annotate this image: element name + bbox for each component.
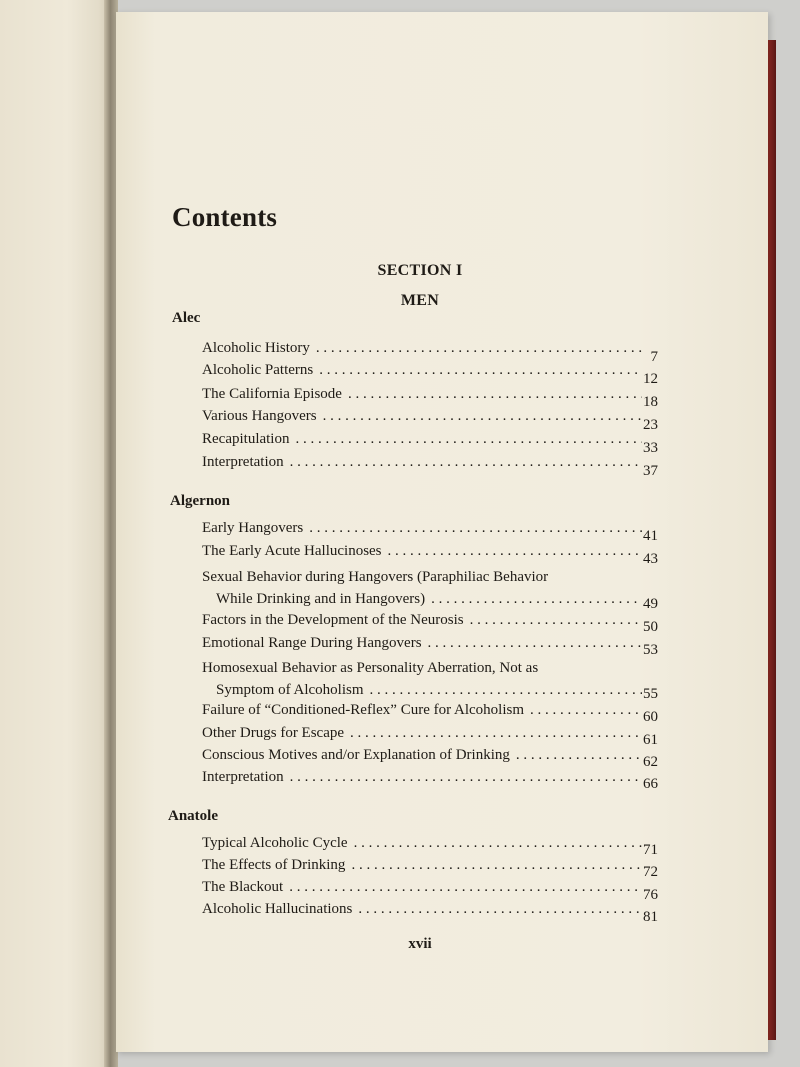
toc-entry-multiline[interactable] bbox=[202, 566, 642, 610]
dot-leader bbox=[350, 725, 642, 742]
entry-continuation bbox=[202, 588, 642, 610]
dot-leader bbox=[348, 386, 642, 403]
dot-leader bbox=[319, 362, 642, 379]
contents-page bbox=[116, 12, 768, 1052]
entry-label: Conscious Motives and/or Explanation of Drinking bbox=[202, 747, 510, 763]
entry-page-number: 81 bbox=[643, 909, 658, 925]
toc-entry[interactable] bbox=[202, 543, 642, 560]
entry-label-continued: While Drinking and in Hangovers) bbox=[216, 591, 426, 607]
dot-leader bbox=[388, 543, 642, 560]
entry-page-number: 55 bbox=[643, 686, 658, 702]
entry-label: The Blackout bbox=[202, 879, 284, 895]
entry-page-number: 72 bbox=[643, 864, 658, 880]
entry-label: Failure of “Conditioned-Reflex” Cure for Alcoholism bbox=[202, 702, 525, 718]
toc-entry[interactable] bbox=[202, 835, 642, 852]
dot-leader bbox=[370, 679, 642, 701]
dot-leader bbox=[309, 520, 642, 537]
dot-leader bbox=[530, 702, 642, 719]
entry-label: Factors in the Development of the Neurosis bbox=[202, 612, 464, 628]
toc-entry[interactable] bbox=[202, 408, 642, 425]
dot-leader bbox=[290, 454, 642, 471]
entry-label: Recapitulation bbox=[202, 431, 290, 447]
dot-leader bbox=[351, 857, 642, 874]
dot-leader bbox=[289, 879, 642, 896]
dot-leader bbox=[431, 588, 642, 610]
toc-entry[interactable] bbox=[202, 340, 642, 357]
entry-page-number: 7 bbox=[650, 349, 658, 365]
toc-entry[interactable] bbox=[202, 725, 642, 742]
entry-page-number: 41 bbox=[643, 528, 658, 544]
chapter-heading-anatole: Anatole bbox=[168, 808, 218, 824]
entry-label: Sexual Behavior during Hangovers (Paraphiliac Behavior bbox=[202, 569, 549, 585]
toc-entry[interactable] bbox=[202, 362, 642, 379]
entry-page-number: 61 bbox=[643, 732, 658, 748]
entry-page-number: 60 bbox=[643, 709, 658, 725]
toc-entry[interactable] bbox=[202, 769, 642, 786]
entry-label: Interpretation bbox=[202, 454, 284, 470]
dot-leader bbox=[295, 431, 642, 448]
entry-label: Interpretation bbox=[202, 769, 284, 785]
entry-page-number: 12 bbox=[643, 371, 658, 387]
chapter-heading-algernon: Algernon bbox=[170, 493, 230, 509]
entry-label: Alcoholic Hallucinations bbox=[202, 901, 353, 917]
entry-page-number: 66 bbox=[643, 776, 658, 792]
dot-leader bbox=[516, 747, 642, 764]
entry-page-number: 18 bbox=[643, 394, 658, 410]
entry-label-continued: Symptom of Alcoholism bbox=[216, 682, 364, 698]
toc-entry[interactable] bbox=[202, 747, 642, 764]
entry-label: Emotional Range During Hangovers bbox=[202, 635, 422, 651]
entry-page-number: 50 bbox=[643, 619, 658, 635]
entry-label: The California Episode bbox=[202, 386, 342, 402]
section-name: MEN bbox=[400, 292, 440, 309]
toc-entry[interactable] bbox=[202, 612, 642, 629]
section-number: SECTION I bbox=[377, 262, 463, 279]
entry-label: Homosexual Behavior as Personality Aberration, Not as bbox=[202, 660, 539, 676]
entry-page-number: 71 bbox=[643, 842, 658, 858]
toc-entry[interactable] bbox=[202, 857, 642, 874]
page-folio: xvii bbox=[408, 936, 432, 952]
entry-label: Various Hangovers bbox=[202, 408, 317, 424]
dot-leader bbox=[290, 769, 642, 786]
page-title: Contents bbox=[172, 202, 278, 232]
entry-page-number: 53 bbox=[643, 642, 658, 658]
dot-leader bbox=[354, 835, 642, 852]
entry-label: The Early Acute Hallucinoses bbox=[202, 543, 382, 559]
entry-label: Typical Alcoholic Cycle bbox=[202, 835, 348, 851]
chapter-heading-alec: Alec bbox=[172, 310, 201, 326]
dot-leader bbox=[316, 340, 642, 357]
entry-page-number: 33 bbox=[643, 440, 658, 456]
entry-label: Alcoholic History bbox=[202, 340, 310, 356]
toc-entry[interactable] bbox=[202, 431, 642, 448]
entry-label: The Effects of Drinking bbox=[202, 857, 346, 873]
toc-entry-multiline[interactable] bbox=[202, 657, 642, 701]
toc-entry[interactable] bbox=[202, 879, 642, 896]
facing-page bbox=[0, 0, 112, 1067]
dot-leader bbox=[470, 612, 642, 629]
entry-page-number: 49 bbox=[643, 596, 658, 612]
entry-label: Other Drugs for Escape bbox=[202, 725, 345, 741]
toc-entry[interactable] bbox=[202, 454, 642, 471]
entry-continuation bbox=[202, 679, 642, 701]
dot-leader bbox=[358, 901, 642, 918]
toc-entry[interactable] bbox=[202, 386, 642, 403]
dot-leader bbox=[428, 635, 642, 652]
toc-entry[interactable] bbox=[202, 702, 642, 719]
entry-page-number: 43 bbox=[643, 551, 658, 567]
entry-page-number: 23 bbox=[643, 417, 658, 433]
entry-page-number: 37 bbox=[643, 463, 658, 479]
toc-entry[interactable] bbox=[202, 635, 642, 652]
toc-entry[interactable] bbox=[202, 901, 642, 918]
toc-entry[interactable] bbox=[202, 520, 642, 537]
entry-label: Early Hangovers bbox=[202, 520, 304, 536]
entry-page-number: 76 bbox=[643, 887, 658, 903]
dot-leader bbox=[323, 408, 642, 425]
entry-page-number: 62 bbox=[643, 754, 658, 770]
entry-label: Alcoholic Patterns bbox=[202, 362, 314, 378]
